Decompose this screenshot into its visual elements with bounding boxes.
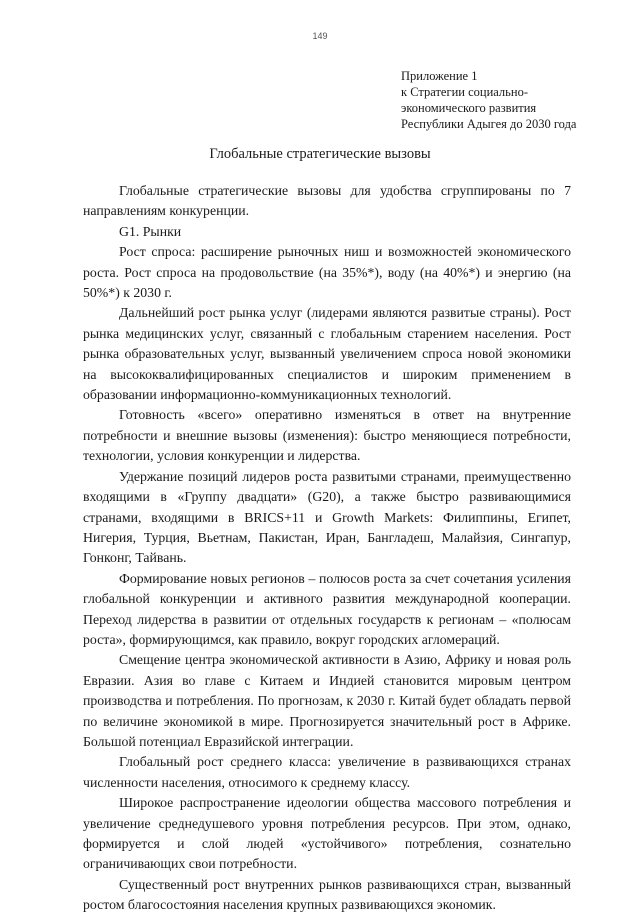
document-body [83, 181, 571, 916]
section-heading: Глобальные стратегические вызовы [209, 146, 431, 162]
paragraph: Рост спроса: расширение рыночных ниш и возможностей экономического роста. Рост спроса на продовольствие (на 35%*), воду (на 40%*) и энергию (на 50%*) к 2030 г. [83, 244, 571, 301]
paragraph: Глобальный рост среднего класса: увеличение в развивающихся странах численности населения, относимого к среднему классу. [83, 754, 571, 790]
paragraph: G1. Рынки [119, 223, 182, 239]
page-number: 149 [312, 31, 328, 41]
paragraph: Существенный рост внутренних рынков развивающихся стран, вызванный ростом благосостояния населения крупных развивающихся экономик. [83, 876, 571, 913]
appendix-line: экономического развития [401, 101, 537, 115]
paragraph: Готовность «всего» оперативно изменяться в ответ на внутренние потребности и внешние вызовы (изменения): быстро меняющиеся потребности, технологии, условия конкуренции и лидерства. [83, 407, 571, 464]
paragraph: Широкое распространение идеологии общества массового потребления и увеличение среднедушевого уровня потребления ресурсов. При этом, однако, формируется и слой людей «устойчивого» потребления, сознательно ограничивающих свои потребности. [83, 795, 571, 872]
paragraph: Смещение центра экономической активности в Азию, Африку и новая роль Евразии. Азия во главе с Китаем и Индией становится мировым центром производства и потребления. По прогнозам, к 2030 г. Китай будет обладать первой по величине экономикой в мире. Прогнозируется значительный рост в Африке. Большой потенциал Евразийской интеграции. [83, 652, 571, 749]
appendix-line: Республики Адыгея до 2030 года [401, 117, 577, 131]
paragraph: Удержание позиций лидеров роста развитыми странами, преимущественно входящими в «Группу двадцати» (G20), а также быстро развивающимися странами, входящими в BRICS+11 и Growth Markets: Филиппины, Египет, Нигерия, Турция, Вьетнам, Пакистан, Иран, Бангладеш, Малайзия, Сингапур, Гонконг, Тайвань. [83, 468, 571, 566]
paragraph: Формирование новых регионов – полюсов роста за счет сочетания усиления глобальной конкуренции и активного развития международной кооперации. Переход лидерства в развитии от отдельных государств к регионам – «полюсам роста», формирующимся, как правило, вокруг городских агломераций. [83, 570, 571, 647]
paragraph: Глобальные стратегические вызовы для удобства сгруппированы по 7 направлениям конкуренции. [83, 183, 571, 219]
paragraph: Дальнейший рост рынка услуг (лидерами являются развитые страны). Рост рынка медицинских услуг, связанный с глобальным старением населения. Рост рынка образовательных услуг, вызванный увеличением спроса новой экономики на высококвалифицированных специалистов и широким применением в образовании информационно-коммуникационных технологий. [83, 305, 571, 403]
appendix-line: к Стратегии социально- [401, 85, 528, 99]
appendix-line: Приложение 1 [401, 69, 478, 83]
appendix-note [401, 68, 576, 132]
